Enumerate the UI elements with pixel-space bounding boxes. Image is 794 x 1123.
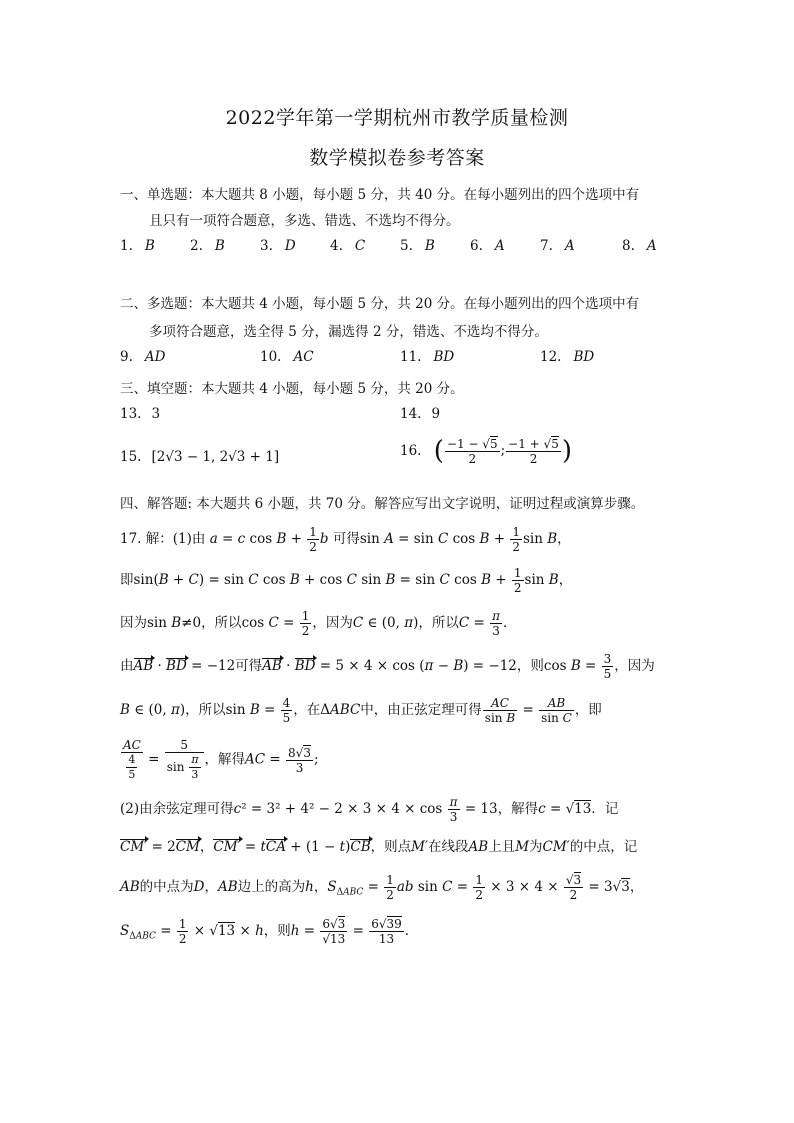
answer-4 bbox=[330, 238, 365, 254]
answer-5 bbox=[400, 238, 435, 254]
answer-value: C bbox=[354, 238, 366, 254]
answer-number: 4. bbox=[330, 238, 343, 254]
text-run: 的中点，记 bbox=[569, 839, 638, 855]
answer-value: A bbox=[646, 238, 657, 254]
answer-value: B bbox=[144, 238, 155, 254]
text-run: ，解得 bbox=[497, 801, 539, 817]
page-subtitle: 数学模拟卷参考答案 bbox=[309, 147, 485, 169]
text-run: 因为 bbox=[120, 615, 147, 631]
part-label: (1) bbox=[172, 531, 192, 547]
text-run: 可得 bbox=[332, 531, 360, 547]
text-run: 即 bbox=[120, 572, 134, 588]
answer-value: [2√3 − 1, 2√3 + 1] bbox=[151, 449, 280, 465]
answer-1 bbox=[120, 238, 155, 254]
answer-number: 15. bbox=[120, 449, 142, 465]
question-number: 17. bbox=[120, 531, 142, 547]
answer-number: 14. bbox=[400, 406, 422, 422]
text-run: ，所以 bbox=[201, 615, 242, 631]
solution-line-1: 17. 解：(1)由 a = c cos B + $\frac{1}{2}$ b 可得sin A = sin C cos B + $\frac{1}{2}$ sin B， bbox=[120, 525, 571, 554]
answer-12 bbox=[540, 349, 594, 365]
text-run: 由 bbox=[191, 531, 206, 547]
answer-number: 1. bbox=[120, 238, 133, 254]
answer-number: 3. bbox=[260, 238, 273, 254]
text-run: 的中点为 bbox=[139, 879, 194, 895]
solution-line-4: 由AB · BD = −12可得AB · BD = 5 × 4 × cos (π − B) = −12，则cos B = $\frac{3}{5}$ ，因为 bbox=[120, 652, 655, 681]
answer-13 bbox=[120, 406, 160, 422]
answer-value: AC bbox=[293, 349, 314, 365]
answer-10 bbox=[260, 349, 314, 365]
answer-15 bbox=[120, 449, 279, 465]
solution-line-9: AB的中点为D，AB边上的高为h，$S_{\Delta ABC}$ = $\frac{1}{2}$ ab sin C = $\frac{1}{2}$ × 3 × 4 × $\frac{√3}{2}$ = 3√3， bbox=[120, 873, 644, 902]
text-run: ，则 bbox=[516, 658, 544, 674]
section1-header-line1: 一、单选题：本大题共 8 小题，每小题 5 分，共 40 分。在每小题列出的四个选项中有 bbox=[120, 187, 640, 203]
text-run: 可得 bbox=[235, 658, 263, 674]
right-paren: ) bbox=[561, 436, 572, 466]
answer-value: B bbox=[214, 238, 225, 254]
section2-header-line2: 多项符合题意，选全得 5 分，漏选得 2 分，错选、不选均不得分。 bbox=[149, 324, 548, 340]
page-title: 2022学年第一学期杭州市教学质量检测 bbox=[225, 107, 569, 129]
text-run: ，则 bbox=[263, 923, 291, 939]
solution-line-3: 因为sin B≠0，所以cos C = $\frac{1}{2}$ ，因为C ∈ (0, π)，所以C = $\frac{\pi}{3}$ ． bbox=[120, 609, 517, 638]
fraction: $\frac{-1 + √5}{2}$ bbox=[508, 436, 559, 466]
answer-number: 12. bbox=[540, 349, 562, 365]
answer-8 bbox=[622, 238, 657, 254]
solution-label: 解： bbox=[145, 531, 173, 547]
answer-6 bbox=[470, 238, 505, 254]
text-run: ．记 bbox=[591, 801, 619, 817]
answer-value: D bbox=[284, 238, 296, 254]
text-run: ，所以 bbox=[185, 702, 226, 718]
answer-14 bbox=[400, 406, 440, 422]
section3-header: 三、填空题：本大题共 4 小题，每小题 5 分，共 20 分。 bbox=[120, 381, 464, 397]
answer-number: 7. bbox=[540, 238, 553, 254]
text-run: 为 bbox=[529, 839, 543, 855]
text-run: 由 bbox=[120, 658, 134, 674]
text-run: ，因为 bbox=[614, 658, 655, 674]
answer-value: AD bbox=[144, 349, 166, 365]
answer-9 bbox=[120, 349, 165, 365]
answer-number: 9. bbox=[120, 349, 133, 365]
answer-value: A bbox=[564, 238, 575, 254]
left-paren: ( bbox=[433, 436, 444, 466]
text-run: ，则点 bbox=[370, 839, 412, 855]
answer-value: 9 bbox=[431, 406, 441, 422]
solution-line-8: CM′ = 2CM，CM′ = tCA + (1 − t)CB，则点M′在线段AB上且M为CM′的中点，记 bbox=[120, 839, 638, 855]
answer-number: 8. bbox=[622, 238, 635, 254]
text-run: ，在 bbox=[293, 702, 321, 718]
solution-line-7: (2)由余弦定理可得c² = 3² + 4² − 2 × 3 × 4 × cos $\frac{\pi}{3}$ = 13，解得c = √13．记 bbox=[120, 795, 619, 824]
answer-value: BD bbox=[573, 349, 595, 365]
answer-number: 10. bbox=[260, 349, 282, 365]
text-run: ，所以 bbox=[418, 615, 459, 631]
answer-7 bbox=[540, 238, 575, 254]
answer-value: BD bbox=[433, 349, 455, 365]
text-run: ，因为 bbox=[312, 615, 353, 631]
answer-2 bbox=[190, 238, 225, 254]
answer-number: 16. bbox=[400, 443, 422, 459]
answer-11 bbox=[400, 349, 454, 365]
answer-number: 6. bbox=[470, 238, 483, 254]
solution-line-5: B ∈ (0, π)，所以sin B = $\frac{4}{5}$ ，在ΔABC中，由正弦定理可得 $\frac{AC}{\text{sin B}}$ = $\frac{AB}{\text{sin C}}$ ，即 bbox=[120, 696, 602, 725]
section4-header: 四、解答题: 本大题共 6 小题，共 70 分。解答应写出文字说明，证明过程或演算步骤。 bbox=[120, 496, 645, 512]
answer-value: 3 bbox=[151, 406, 161, 422]
text-run: 由余弦定理可得 bbox=[139, 801, 234, 817]
text-run: 在线段 bbox=[428, 839, 469, 855]
answer-number: 2. bbox=[190, 238, 203, 254]
text-run: 中，由正弦定理可得 bbox=[360, 702, 482, 718]
section2-header-line1: 二、多选题：本大题共 4 小题，每小题 5 分，共 20 分。在每小题列出的四个选项中有 bbox=[120, 296, 640, 312]
answer-value: B bbox=[424, 238, 435, 254]
text-run: 边上的高为 bbox=[237, 879, 306, 895]
part-label: (2) bbox=[120, 801, 140, 817]
section1-header-line2: 且只有一项符合题意，多选、错选、不选均不得分。 bbox=[149, 213, 460, 229]
answer-number: 13. bbox=[120, 406, 142, 422]
text-run: ，解得 bbox=[204, 751, 246, 768]
text-run: 上且 bbox=[488, 839, 516, 855]
solution-line-6: $\frac{AC}{\frac{4}{5}}$ = 5 sin $\frac{\pi}{3}$ ，解得AC = $\frac{8√3}{3}$ ; bbox=[123, 738, 319, 781]
answer-16: 16. ( $\frac{-1 - √5}{2}$ ; $\frac{-1 + √5}{2}$ ) bbox=[400, 436, 572, 466]
answer-3 bbox=[260, 238, 296, 254]
answer-number: 11. bbox=[400, 349, 422, 365]
answer-value: A bbox=[494, 238, 505, 254]
answer-number: 5. bbox=[400, 238, 413, 254]
solution-line-10: $S_{\Delta ABC}$ = $\frac{1}{2}$ × √13 × h，则h = $\frac{6√3}{√13}$ = $\frac{6√39}{13}$ ． bbox=[120, 917, 419, 946]
solution-line-2: 即sin(B + C) = sin C cos B + cos C sin B = sin C cos B + $\frac{1}{2}$ sin B， bbox=[120, 566, 573, 595]
fraction: $\frac{-1 - √5}{2}$ bbox=[446, 436, 498, 466]
text-run: ，即 bbox=[574, 702, 602, 718]
